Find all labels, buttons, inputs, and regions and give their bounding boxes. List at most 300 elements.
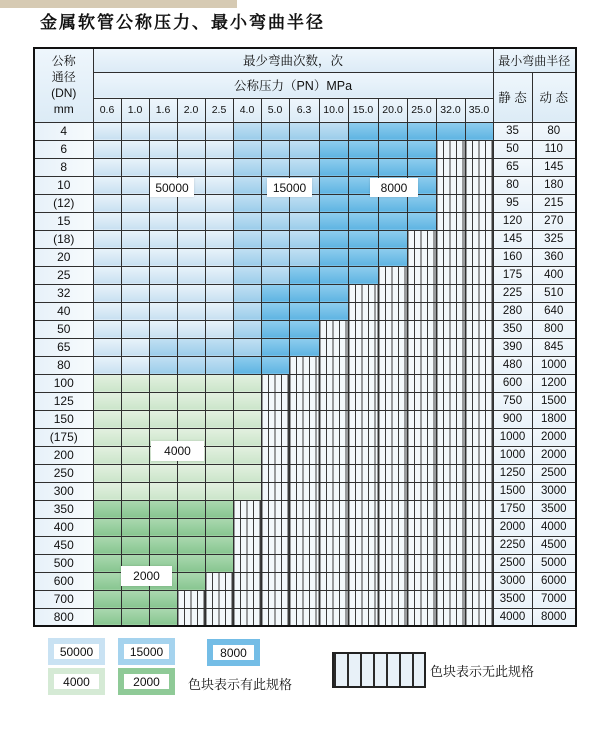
spec-cell: [378, 122, 407, 140]
spec-cell: [289, 212, 319, 230]
dn-header-line: mm: [53, 102, 74, 117]
no-spec-cell: [407, 284, 436, 302]
no-spec-cell: [407, 572, 436, 590]
spec-cell: [319, 122, 348, 140]
band-label-8000: 8000: [370, 178, 418, 197]
static-radius-cell: 160: [493, 248, 532, 266]
no-spec-cell: [289, 356, 319, 374]
spec-cell: [289, 248, 319, 266]
legend-no-spec-swatch: [332, 652, 426, 688]
spec-cell: [149, 500, 177, 518]
no-spec-cell: [319, 554, 348, 572]
no-spec-cell: [348, 338, 378, 356]
spec-cell: [205, 212, 233, 230]
no-spec-cell: [407, 356, 436, 374]
pressure-col-header: 0.6: [93, 98, 121, 122]
no-spec-cell: [436, 194, 465, 212]
no-spec-cell: [407, 590, 436, 608]
dynamic-radius-cell: 2000: [532, 446, 576, 464]
no-spec-cell: [407, 374, 436, 392]
spec-cell: [289, 320, 319, 338]
no-spec-cell: [378, 536, 407, 554]
dn-cell: 800: [34, 608, 93, 626]
no-spec-cell: [289, 518, 319, 536]
no-spec-cell: [233, 536, 261, 554]
dynamic-radius-cell: 270: [532, 212, 576, 230]
spec-cell: [261, 266, 289, 284]
pressure-col-header: 5.0: [261, 98, 289, 122]
pressure-col-header: 2.0: [177, 98, 205, 122]
spec-cell: [261, 356, 289, 374]
spec-cell: [205, 446, 233, 464]
no-spec-cell: [261, 410, 289, 428]
no-spec-cell: [407, 608, 436, 626]
no-spec-cell: [407, 446, 436, 464]
dn-cell: 4: [34, 122, 93, 140]
spec-cell: [93, 302, 121, 320]
spec-cell: [149, 374, 177, 392]
spec-cell: [121, 392, 149, 410]
no-spec-cell: [436, 608, 465, 626]
spec-cell: [407, 122, 436, 140]
spec-cell: [319, 230, 348, 248]
dn-cell: 8: [34, 158, 93, 176]
spec-cell: [93, 410, 121, 428]
no-spec-cell: [465, 194, 493, 212]
no-spec-cell: [233, 590, 261, 608]
static-radius-cell: 350: [493, 320, 532, 338]
no-spec-cell: [261, 428, 289, 446]
dynamic-radius-cell: 4500: [532, 536, 576, 554]
no-spec-cell: [436, 536, 465, 554]
spec-cell: [348, 140, 378, 158]
dynamic-radius-cell: 3500: [532, 500, 576, 518]
no-spec-cell: [319, 320, 348, 338]
spec-cell: [121, 482, 149, 500]
table-row: [34, 518, 576, 536]
pressure-title: 公称压力（PN）MPa: [93, 72, 493, 98]
no-spec-cell: [436, 158, 465, 176]
spec-cell: [93, 212, 121, 230]
no-spec-cell: [289, 374, 319, 392]
dn-cell: (175): [34, 428, 93, 446]
spec-cell: [378, 212, 407, 230]
dynamic-radius-cell: 8000: [532, 608, 576, 626]
no-spec-cell: [465, 338, 493, 356]
spec-cell: [93, 338, 121, 356]
spec-cell: [93, 356, 121, 374]
band-label-4000: 4000: [151, 441, 204, 461]
spec-cell: [205, 500, 233, 518]
spec-cell: [289, 284, 319, 302]
spec-cell: [205, 122, 233, 140]
no-spec-cell: [465, 374, 493, 392]
spec-cell: [205, 464, 233, 482]
static-radius-cell: 3500: [493, 590, 532, 608]
spec-cell: [121, 410, 149, 428]
no-spec-cell: [348, 500, 378, 518]
static-radius-cell: 35: [493, 122, 532, 140]
no-spec-cell: [436, 284, 465, 302]
spec-cell: [436, 122, 465, 140]
spec-cell: [93, 284, 121, 302]
table-row: [34, 392, 576, 410]
table-row: [34, 464, 576, 482]
spec-cell: [93, 194, 121, 212]
spec-cell: [121, 518, 149, 536]
spec-cell: [121, 158, 149, 176]
table-row: [34, 212, 576, 230]
no-spec-cell: [436, 176, 465, 194]
spec-cell: [205, 554, 233, 572]
no-spec-cell: [465, 410, 493, 428]
spec-cell: [205, 428, 233, 446]
no-spec-cell: [465, 464, 493, 482]
spec-cell: [233, 338, 261, 356]
dn-cell: 20: [34, 248, 93, 266]
no-spec-cell: [289, 608, 319, 626]
spec-cell: [177, 266, 205, 284]
dynamic-radius-cell: 2500: [532, 464, 576, 482]
no-spec-cell: [407, 320, 436, 338]
table-row: [34, 536, 576, 554]
top-strip: [0, 0, 237, 8]
spec-cell: [177, 410, 205, 428]
no-spec-cell: [465, 554, 493, 572]
table-row: [34, 140, 576, 158]
no-spec-cell: [436, 212, 465, 230]
no-spec-cell: [289, 500, 319, 518]
no-spec-cell: [378, 356, 407, 374]
no-spec-cell: [465, 320, 493, 338]
dn-cell: 40: [34, 302, 93, 320]
spec-cell: [205, 158, 233, 176]
static-radius-cell: 390: [493, 338, 532, 356]
dynamic-radius-cell: 800: [532, 320, 576, 338]
spec-cell: [121, 122, 149, 140]
spec-cell: [93, 446, 121, 464]
dn-cell: 700: [34, 590, 93, 608]
spec-cell: [177, 374, 205, 392]
spec-cell: [319, 140, 348, 158]
static-radius-cell: 225: [493, 284, 532, 302]
static-radius-cell: 900: [493, 410, 532, 428]
static-radius-cell: 2250: [493, 536, 532, 554]
spec-cell: [177, 356, 205, 374]
no-spec-cell: [319, 410, 348, 428]
static-radius-cell: 2000: [493, 518, 532, 536]
spec-cell: [233, 446, 261, 464]
no-spec-cell: [261, 536, 289, 554]
dn-header-line: 公称: [51, 54, 76, 69]
spec-cell: [93, 248, 121, 266]
spec-cell: [233, 374, 261, 392]
spec-cell: [177, 140, 205, 158]
no-spec-cell: [378, 428, 407, 446]
no-spec-cell: [465, 590, 493, 608]
no-spec-cell: [378, 320, 407, 338]
no-spec-cell: [205, 572, 233, 590]
static-radius-cell: 175: [493, 266, 532, 284]
dn-cell: 65: [34, 338, 93, 356]
spec-cell: [177, 572, 205, 590]
table-row: [34, 428, 576, 446]
legend-swatch-2000: 2000: [118, 668, 175, 695]
dynamic-radius-cell: 1000: [532, 356, 576, 374]
spec-cell: [93, 518, 121, 536]
static-radius-cell: 120: [493, 212, 532, 230]
spec-cell: [177, 230, 205, 248]
spec-cell: [233, 284, 261, 302]
no-spec-cell: [261, 392, 289, 410]
table-row: [34, 158, 576, 176]
no-spec-cell: [436, 428, 465, 446]
pressure-col-header: 15.0: [348, 98, 378, 122]
static-radius-cell: 145: [493, 230, 532, 248]
table-row: [34, 338, 576, 356]
no-spec-cell: [233, 554, 261, 572]
no-spec-cell: [378, 572, 407, 590]
no-spec-cell: [348, 410, 378, 428]
spec-cell: [121, 140, 149, 158]
spec-cell: [121, 374, 149, 392]
dn-cell: 600: [34, 572, 93, 590]
spec-cell: [378, 158, 407, 176]
static-radius-cell: 1750: [493, 500, 532, 518]
no-spec-cell: [436, 248, 465, 266]
no-spec-cell: [378, 284, 407, 302]
no-spec-cell: [436, 446, 465, 464]
dn-cell: 200: [34, 446, 93, 464]
no-spec-cell: [465, 284, 493, 302]
no-spec-cell: [407, 248, 436, 266]
dn-cell: 150: [34, 410, 93, 428]
no-spec-cell: [319, 500, 348, 518]
spec-cell: [289, 338, 319, 356]
table-row: [34, 374, 576, 392]
dn-column-header: [34, 48, 93, 122]
spec-cell: [319, 176, 348, 194]
dynamic-radius-cell: 325: [532, 230, 576, 248]
no-spec-cell: [319, 374, 348, 392]
spec-cell: [205, 356, 233, 374]
spec-cell: [177, 158, 205, 176]
no-spec-cell: [289, 392, 319, 410]
no-spec-cell: [436, 482, 465, 500]
no-spec-cell: [261, 464, 289, 482]
spec-cell: [233, 356, 261, 374]
table-row: [34, 482, 576, 500]
no-spec-cell: [261, 518, 289, 536]
no-spec-cell: [348, 356, 378, 374]
no-spec-cell: [407, 554, 436, 572]
no-spec-cell: [319, 428, 348, 446]
spec-cell: [205, 518, 233, 536]
spec-cell: [177, 248, 205, 266]
spec-cell: [205, 536, 233, 554]
spec-cell: [177, 212, 205, 230]
no-spec-cell: [436, 230, 465, 248]
no-spec-cell: [407, 392, 436, 410]
no-spec-cell: [348, 482, 378, 500]
spec-cell: [121, 284, 149, 302]
spec-cell: [121, 464, 149, 482]
dynamic-radius-cell: 3000: [532, 482, 576, 500]
no-spec-cell: [289, 554, 319, 572]
spec-cell: [93, 158, 121, 176]
spec-cell: [407, 158, 436, 176]
spec-cell: [149, 212, 177, 230]
no-spec-cell: [465, 572, 493, 590]
no-spec-cell: [407, 266, 436, 284]
spec-cell: [205, 284, 233, 302]
spec-cell: [289, 140, 319, 158]
spec-cell: [149, 230, 177, 248]
no-spec-cell: [436, 356, 465, 374]
table-row: [34, 500, 576, 518]
no-spec-cell: [348, 518, 378, 536]
no-spec-cell: [465, 446, 493, 464]
no-spec-cell: [407, 518, 436, 536]
spec-cell: [121, 356, 149, 374]
no-spec-cell: [465, 176, 493, 194]
no-spec-cell: [289, 536, 319, 554]
spec-cell: [121, 176, 149, 194]
no-spec-cell: [289, 590, 319, 608]
no-spec-cell: [407, 536, 436, 554]
pressure-col-header: 35.0: [465, 98, 493, 122]
spec-cell: [205, 338, 233, 356]
static-radius-cell: 1500: [493, 482, 532, 500]
spec-cell: [149, 608, 177, 626]
spec-cell: [319, 248, 348, 266]
spec-cell: [93, 590, 121, 608]
spec-cell: [261, 320, 289, 338]
spec-cell: [407, 140, 436, 158]
no-spec-cell: [348, 284, 378, 302]
no-spec-cell: [348, 428, 378, 446]
no-spec-cell: [378, 266, 407, 284]
no-spec-cell: [407, 302, 436, 320]
spec-cell: [149, 338, 177, 356]
no-spec-cell: [348, 464, 378, 482]
spec-cell: [149, 320, 177, 338]
no-spec-cell: [319, 392, 348, 410]
spec-cell: [348, 212, 378, 230]
spec-cell: [177, 482, 205, 500]
spec-cell: [149, 158, 177, 176]
no-spec-cell: [465, 266, 493, 284]
spec-cell: [149, 248, 177, 266]
pressure-col-header: 6.3: [289, 98, 319, 122]
dynamic-radius-cell: 1800: [532, 410, 576, 428]
spec-cell: [261, 212, 289, 230]
spec-cell: [177, 320, 205, 338]
no-spec-cell: [436, 590, 465, 608]
spec-cell: [378, 248, 407, 266]
spec-cell: [261, 230, 289, 248]
spec-cell: [348, 158, 378, 176]
static-radius-cell: 95: [493, 194, 532, 212]
no-spec-cell: [289, 482, 319, 500]
no-spec-cell: [348, 536, 378, 554]
no-spec-cell: [436, 302, 465, 320]
no-spec-cell: [407, 464, 436, 482]
cycles-title: 最少弯曲次数，次: [93, 48, 493, 72]
spec-cell: [261, 248, 289, 266]
spec-cell: [378, 230, 407, 248]
dynamic-radius-cell: 1200: [532, 374, 576, 392]
no-spec-cell: [233, 518, 261, 536]
spec-cell: [233, 212, 261, 230]
no-spec-cell: [465, 158, 493, 176]
dn-cell: 50: [34, 320, 93, 338]
spec-cell: [149, 122, 177, 140]
dn-cell: 32: [34, 284, 93, 302]
no-spec-cell: [319, 536, 348, 554]
spec-cell: [177, 302, 205, 320]
dynamic-radius-cell: 640: [532, 302, 576, 320]
table-row: [34, 572, 576, 590]
table-row: [34, 230, 576, 248]
table-row: [34, 320, 576, 338]
no-spec-cell: [233, 500, 261, 518]
pressure-col-header: 32.0: [436, 98, 465, 122]
no-spec-cell: [378, 302, 407, 320]
spec-cell: [149, 392, 177, 410]
dynamic-radius-cell: 80: [532, 122, 576, 140]
spec-cell: [407, 212, 436, 230]
no-spec-cell: [319, 518, 348, 536]
no-spec-cell: [319, 356, 348, 374]
dn-cell: 400: [34, 518, 93, 536]
spec-cell: [205, 248, 233, 266]
no-spec-cell: [348, 554, 378, 572]
no-spec-cell: [378, 464, 407, 482]
no-spec-cell: [261, 608, 289, 626]
no-spec-cell: [378, 500, 407, 518]
no-spec-cell: [378, 410, 407, 428]
no-spec-cell: [348, 446, 378, 464]
table-row: [34, 284, 576, 302]
dynamic-radius-cell: 400: [532, 266, 576, 284]
spec-cell: [261, 140, 289, 158]
dynamic-radius-cell: 510: [532, 284, 576, 302]
spec-cell: [261, 284, 289, 302]
no-spec-cell: [407, 338, 436, 356]
legend-has-spec-note: 色块表示有此规格: [188, 677, 293, 692]
no-spec-cell: [319, 608, 348, 626]
spec-cell: [233, 122, 261, 140]
spec-cell: [261, 158, 289, 176]
spec-cell: [233, 176, 261, 194]
spec-cell: [149, 356, 177, 374]
band-label-50000: 50000: [150, 178, 194, 197]
spec-cell: [177, 518, 205, 536]
pressure-radius-table: [33, 47, 577, 627]
no-spec-cell: [378, 374, 407, 392]
spec-cell: [319, 284, 348, 302]
no-spec-cell: [205, 590, 233, 608]
no-spec-cell: [436, 554, 465, 572]
spec-cell: [121, 590, 149, 608]
no-spec-cell: [465, 302, 493, 320]
spec-cell: [121, 338, 149, 356]
spec-cell: [319, 212, 348, 230]
spec-cell: [233, 464, 261, 482]
static-radius-cell: 80: [493, 176, 532, 194]
dynamic-column-header: 动 态: [532, 72, 576, 122]
